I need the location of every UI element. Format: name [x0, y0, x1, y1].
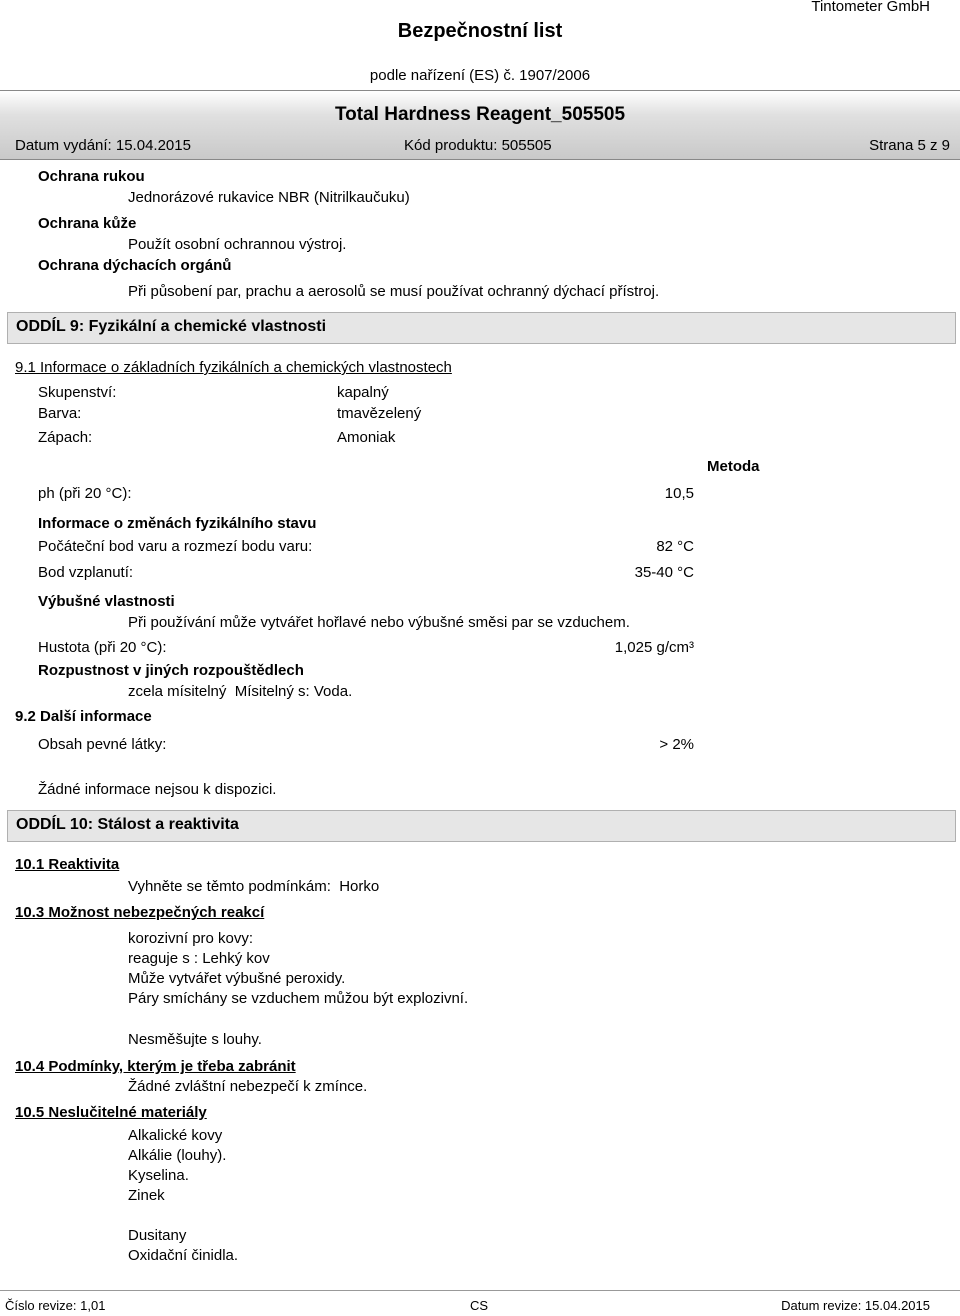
state-value: kapalný	[337, 384, 389, 401]
incompatible-item: Kyselina.	[128, 1167, 189, 1184]
solids-label: Obsah pevné látky:	[38, 736, 167, 753]
skin-protection-label: Ochrana kůže	[38, 215, 137, 232]
conditions-to-avoid-heading: 10.4 Podmínky, kterým je třeba zabránit	[15, 1058, 296, 1075]
language-code: CS	[470, 1298, 489, 1313]
hazard-line: reaguje s : Lehký kov	[128, 950, 270, 967]
section-9-2-heading: 9.2 Další informace	[15, 708, 152, 725]
ph-label: ph (při 20 °C):	[38, 485, 132, 502]
product-code: Kód produktu: 505505	[404, 137, 552, 154]
solids-value: > 2%	[659, 736, 694, 753]
incompatible-materials-heading: 10.5 Neslučitelné materiály	[15, 1104, 207, 1121]
respiratory-protection-label: Ochrana dýchacích orgánů	[38, 257, 232, 274]
density-label: Hustota (při 20 °C):	[38, 639, 167, 656]
incompatible-item: Dusitany	[128, 1227, 187, 1244]
revision-number: Číslo revize: 1,01	[5, 1298, 106, 1313]
section-9-1-heading: 9.1 Informace o základních fyzikálních a chemických vlastnostech	[15, 359, 452, 376]
method-header: Metoda	[707, 458, 760, 475]
hands-protection-label: Ochrana rukou	[38, 168, 145, 185]
state-change-header: Informace o změnách fyzikálního stavu	[38, 515, 317, 532]
color-label: Barva:	[38, 405, 82, 422]
state-label: Skupenství:	[38, 384, 117, 401]
section-9-bar	[7, 312, 956, 344]
section-10-title: ODDÍL 10: Stálost a reaktivita	[16, 816, 239, 833]
reactivity-value: Vyhněte se těmto podmínkám: Horko	[128, 878, 380, 895]
hazard-extra: Nesměšujte s louhy.	[128, 1031, 262, 1048]
solubility-header: Rozpustnost v jiných rozpouštědlech	[38, 662, 304, 679]
footer-divider	[0, 1290, 960, 1291]
respiratory-protection-value: Při působení par, prachu a aerosolů se musí používat ochranný dýchací přístroj.	[128, 283, 660, 300]
document-title: Bezpečnostní list	[397, 20, 563, 42]
revision-date: Datum revize: 15.04.2015	[781, 1298, 930, 1313]
hazardous-reactions-heading: 10.3 Možnost nebezpečných reakcí	[15, 904, 265, 921]
ph-value: 10,5	[664, 485, 694, 502]
no-info-text: Žádné informace nejsou k dispozici.	[38, 781, 277, 798]
hands-protection-value: Jednorázové rukavice NBR (Nitrilkaučuku)	[128, 189, 410, 206]
hazard-line: Může vytvářet výbušné peroxidy.	[128, 970, 346, 987]
product-name: Total Hardness Reagent_505505	[334, 104, 626, 125]
explosive-properties-value: Při používání může vytvářet hořlavé nebo výbušné směsi par se vzduchem.	[128, 614, 630, 631]
hazard-line: korozivní pro kovy:	[128, 930, 254, 947]
odor-value: Amoniak	[337, 429, 396, 446]
flash-point-label: Bod vzplanutí:	[38, 564, 134, 581]
odor-label: Zápach:	[38, 429, 93, 446]
reactivity-heading: 10.1 Reaktivita	[15, 856, 120, 873]
incompatible-item: Oxidační činidla.	[128, 1247, 239, 1264]
incompatible-item: Alkalické kovy	[128, 1127, 223, 1144]
solubility-value: zcela mísitelný Mísitelný s: Voda.	[128, 683, 353, 700]
conditions-to-avoid-value: Žádné zvláštní nebezpečí k zmínce.	[128, 1078, 368, 1095]
boiling-point-label: Počáteční bod varu a rozmezí bodu varu:	[38, 538, 313, 555]
color-value: tmavězelený	[337, 405, 422, 422]
incompatible-item: Zinek	[128, 1187, 165, 1204]
hazard-line: Páry smíchány se vzduchem můžou být explozivní.	[128, 990, 469, 1007]
page-number: Strana 5 z 9	[869, 137, 950, 154]
issue-date: Datum vydání: 15.04.2015	[15, 137, 191, 154]
explosive-properties-header: Výbušné vlastnosti	[38, 593, 175, 610]
skin-protection-value: Použít osobní ochrannou výstroj.	[128, 236, 347, 253]
boiling-point-value: 82 °C	[656, 538, 694, 555]
flash-point-value: 35-40 °C	[634, 564, 694, 581]
section-9-title: ODDÍL 9: Fyzikální a chemické vlastnosti	[16, 318, 327, 335]
company-name: Tintometer GmbH	[811, 0, 930, 15]
density-value: 1,025 g/cm³	[614, 639, 694, 656]
section-10-bar	[7, 810, 956, 842]
incompatible-item: Alkálie (louhy).	[128, 1147, 227, 1164]
regulation-text: podle nařízení (ES) č. 1907/2006	[369, 67, 591, 84]
